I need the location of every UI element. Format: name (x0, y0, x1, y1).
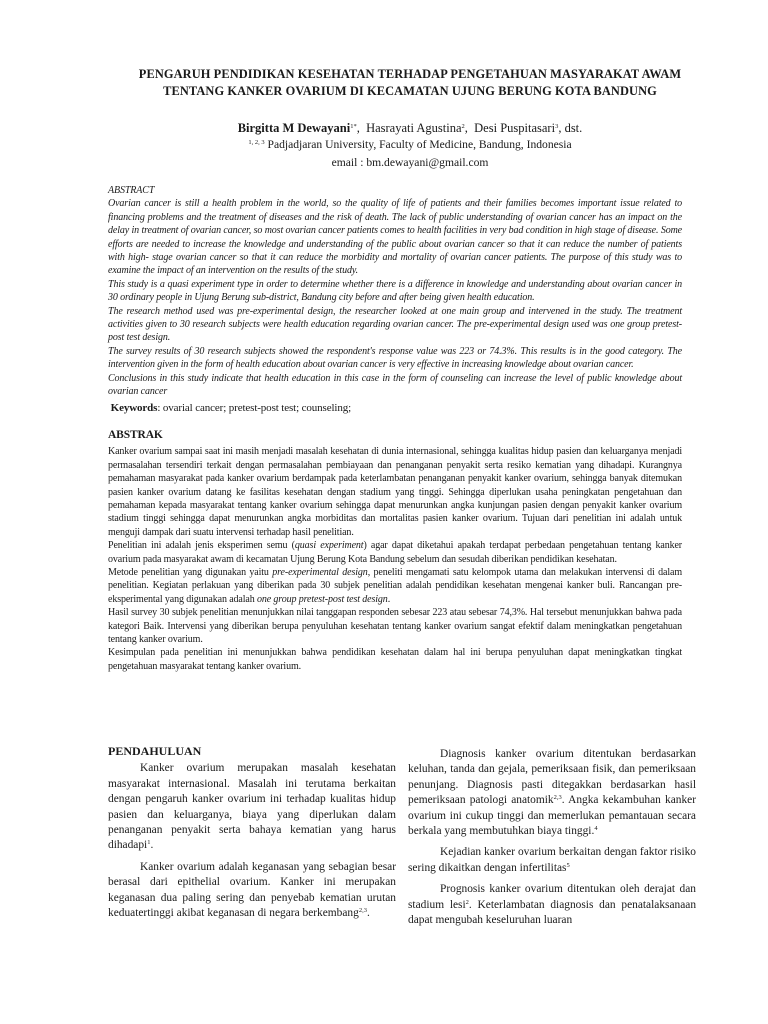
abstrak-p2-italic: quasi experiment (294, 540, 364, 552)
left-paragraph-2 (108, 860, 396, 922)
left-p1-text: Kanker ovarium merupakan masalah kesehatan masyarakat internasional. Masalah ini terutama berkaitan dengan pengaruh kanker ovarium ini terhadap kualitas hidup pasien dan keluarganya, biaya yang diperlukan dalam penanganan penyakit serta bahaya kematian yang harus dihadapi (108, 762, 396, 852)
left-p1-sup: 1 (147, 839, 151, 847)
author-etal: , dst. (558, 121, 583, 135)
title-line-2: TENTANG KANKER OVARIUM DI KECAMATAN UJUNG BERUNG KOTA BANDUNG (163, 84, 657, 98)
abstract-heading: ABSTRACT (108, 185, 155, 196)
abstract-indonesian (108, 429, 682, 673)
abstrak-paragraph-5: Kesimpulan pada penelitian ini menunjukkan bahwa pendidikan kesehatan dalam hal ini berupa penyuluhan dapat meningkatkan tingkat pengetahuan masyarakat tentang kanker ovarium. (108, 647, 682, 672)
right-p2-text: Kejadian kanker ovarium berkaitan dengan faktor risiko sering dikaitkan dengan infertilitas (408, 846, 696, 874)
affiliation-sup: 1, 2, 3 (248, 139, 265, 146)
right-p1-sup-2: 4 (594, 825, 598, 833)
right-p1-text-b: . Angka kekambuhan kanker ovarium ini cukup tinggi dan memerlukan pemantauan secara berkala yang membutuhkan biaya tinggi. (408, 794, 696, 838)
right-p3-sup: 2 (465, 898, 469, 906)
author-2-name: Hasrayati Agustina (366, 121, 462, 135)
right-column (408, 744, 696, 928)
author-1-sup: 1* (350, 123, 357, 130)
left-paragraph-1 (108, 761, 396, 853)
abstrak-p3-italic-2: one group pretest-post test design (256, 593, 388, 605)
abstrak-paragraph-2 (108, 539, 682, 566)
body-columns (108, 744, 696, 928)
section-heading: PENDAHULUAN (108, 744, 202, 758)
abstrak-p3-text-c: . (387, 593, 391, 605)
title-line-1: PENGARUH PENDIDIKAN KESEHATAN TERHADAP PENGETAHUAN MASYARAKAT AWAM (138, 67, 682, 81)
author-1-name: Birgitta M Dewayani (237, 121, 351, 135)
abstrak-p3-italic: pre-experimental design (272, 566, 368, 578)
right-p2-sup: 5 (566, 861, 570, 869)
affiliation (138, 137, 682, 152)
abstrak-p3-text-b: , peneliti mengamati satu kelompok utama dan melakukan intervensi di dalam penelitian. Kegiatan perlakuan yang diberikan pada 30 subjek penelitian adalah pendidikan kesehatan mengenai kanker buli. Rancangan pre-eksperimental yang digunakan adalah (108, 566, 682, 605)
author-3-name: Desi Puspitasari (474, 121, 556, 135)
abstrak-heading: ABSTRAK (108, 428, 163, 441)
left-column (108, 744, 396, 928)
keywords-text: : ovarial cancer; pretest-post test; counseling; (157, 401, 352, 414)
abstrak-paragraph-4: Hasil survey 30 subjek penelitian menunjukkan nilai tanggapan responden sebesar 223 atau sebesar 74,3%. Hal tersebut menunjukkan bahwa pada kategori Baik. Intervensi yang diberikan berupa penyuluhan kesehatan tentang kanker ovarium sangat efektif dalam meningkatkan pengetahuan tentang kanker ovarium. (108, 607, 682, 645)
left-p2-end: . (366, 907, 370, 920)
abstrak-p3-text-a: Metode penelitian yang digunakan yaitu (108, 566, 273, 578)
author-email: email : bm.dewayani@gmail.com (331, 156, 489, 169)
affiliation-text: Padjadjaran University, Faculty of Medicine, Bandung, Indonesia (267, 138, 572, 151)
abstract-paragraph-5: Conclusions in this study indicate that health education in this case in the form of counseling can increase the level of public knowledge about ovarian cancer (108, 372, 682, 398)
right-p3-text-b: . Keterlambatan diagnosis dan penatalaksanaan dapat mengubah keseluruhan luaran (408, 898, 697, 927)
keywords (108, 402, 682, 415)
paper-title (138, 66, 682, 100)
right-p1-text: Diagnosis kanker ovarium ditentukan berdasarkan keluhan, tanda dan gejala, pemeriksaan fisik, dan pemeriksaan penunjang. Diagnosis pasti ditegakkan berdasarkan hasil pemeriksaan patologi anatomik (408, 748, 696, 807)
right-p3-text: Prognosis kanker ovarium ditentukan oleh derajat dan stadium lesi (408, 883, 696, 911)
left-p2-sup: 2,3 (358, 907, 367, 915)
right-paragraph-3 (408, 882, 696, 928)
author-list: Birgitta M Dewayani$^{1*}$, Hasrayati Agustina$^2$, Desi Puspitasari$^3$, dst. (237, 121, 583, 135)
author-3-sup: 3 (555, 123, 559, 130)
right-paragraph-2 (408, 845, 696, 876)
right-p1-sup: 2,3 (553, 794, 562, 802)
left-p1-end: . (150, 839, 154, 852)
abstrak-paragraph-1: Kanker ovarium sampai saat ini masih menjadi masalah kesehatan di dunia internasional, sehingga kualitas hidup pasien dan keluarganya menjadi permasalahan tersendiri terkait dengan permasalahan pembiayaan dan penanganan penyakit serta resiko kematian yang dihadapi. Kurangnya pemahaman masyarakat pada kanker ovarium berdampak pada keterlambatan penanganan penyakit kanker ovarium, sehingga banyak ditemukan pasien kanker ovarium datang ke fasilitas kesehatan dengan stadium yang tinggi. Sehingga diperlukan usaha peningkatan pengetahuan dan pemahaman kepada masyarakat tentang kanker ovarium sehingga dapat menurunkan angka kunjungan pasien dengan penyakit kanker ovarium stadium tinggi sehingga dapat menurunkan angka morbiditas dan mortalitas pasien kanker ovarium. Tujuan dari penelitian ini adalah untuk menguji dampak dari suatu intervensi terhadap hasil penelitian. (108, 446, 682, 538)
author-2-sup: 2 (461, 123, 465, 130)
right-paragraph-1 (408, 747, 696, 839)
keywords-label: Keywords (110, 401, 158, 414)
abstract-paragraph-3: The research method used was pre-experimental design, the researcher looked at one main group and intervened in the study. The treatment activities given to 30 research subjects were health education regarding ovarian cancer. The pre-experimental design used was one group pretest-post test design. (108, 305, 682, 344)
abstrak-p2-text-b: ) agar dapat diketahui apakah terdapat perbedaan pengetahuan tentang kanker ovarium pada masyarakat awam di kecamatan Ujung Berung Kota Bandung sebelum dan sesudah diberikan pendidikan kesehatan. (108, 540, 682, 565)
abstract-paragraph-2: This study is a quasi experiment type in order to determine whether there is a difference in knowledge and understanding about ovarian cancer in 30 ordinary people in Ujung Berung sub-district, Bandung city before and after being given health education. (108, 278, 682, 304)
abstract-english (108, 184, 682, 415)
abstrak-p2-text-a: Penelitian ini adalah jenis eksperimen semu ( (108, 540, 295, 552)
abstract-paragraph-4: The survey results of 30 research subjects showed the respondent's response value was 223 or 74.3%. This results is in the good category. The intervention given in the form of health education about ovarian cancer is very effective in increasing knowledge about ovarian cancer. (108, 345, 682, 371)
abstrak-paragraph-3 (108, 566, 682, 606)
left-p2-text: Kanker ovarium adalah keganasan yang sebagian besar berasal dari epithelial ovarium. Kanker ini merupakan keganasan dua paling sering dan penyebab kematian urutan keduatertinggi akibat keganasan di negara berkembang (108, 860, 396, 920)
abstract-paragraph-1: Ovarian cancer is still a health problem in the world, so the quality of life of patients and their families becomes important issue related to financing problems and the treatment of diseases and the risk of death. The lack of public understanding of ovarian cancer has an impact on the delay in treatment of ovarian cancer, so most ovarian cancer patients comes to health facilities in very bad condition in high stage of disease. Some efforts are needed to increase the knowledge and understanding of the public about ovarian cancer so that it can reduce the number of patients with high- stage ovarian cancer so that it can reduce the morbidity and mortality of ovarian cancer patients. The purpose of this study was to examine the impact of an intervention on the results of the study. (108, 198, 682, 277)
